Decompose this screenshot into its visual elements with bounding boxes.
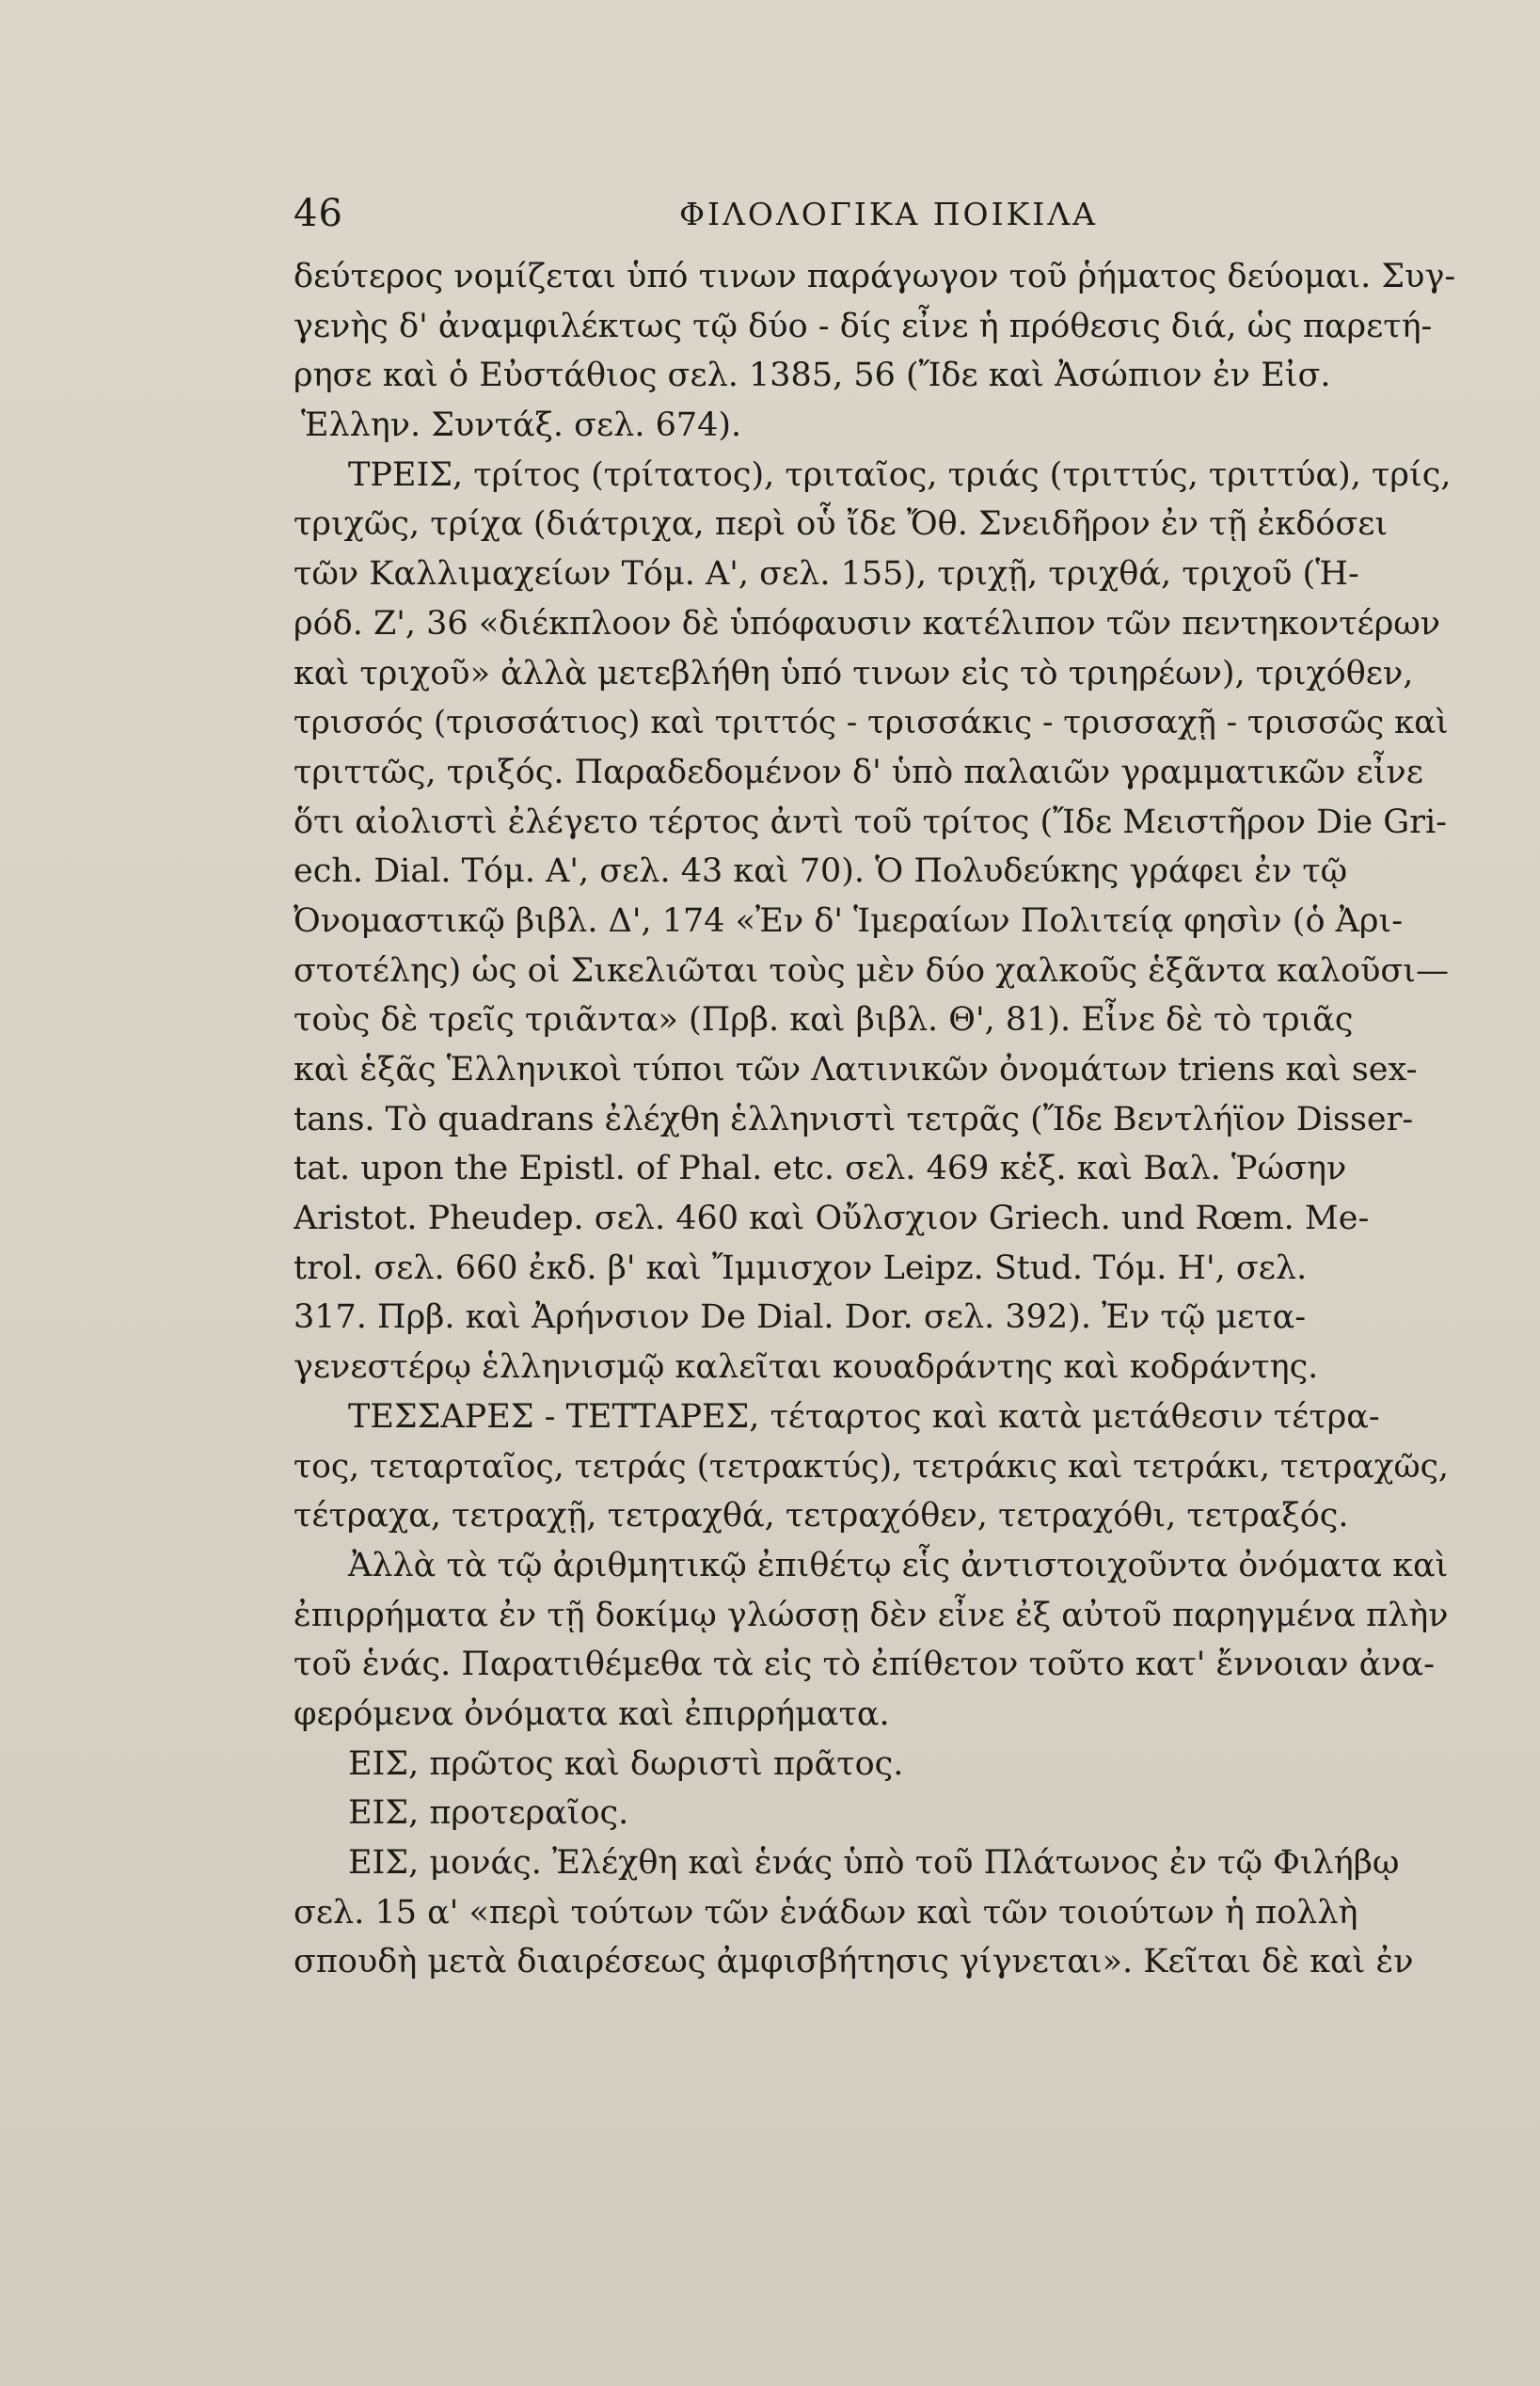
text-line: ὅτι αἰολιστὶ ἐλέγετο τέρτος ἀντὶ τοῦ τρίτος (Ἴδε Μειστῆρον Die Gri- (294, 803, 1447, 841)
text-line: καὶ τριχοῦ» ἀλλὰ μετεβλήθη ὑπό τινων εἰς τὸ τριηρέων), τριχόθεν, (294, 654, 1414, 692)
text-line: tat. upon the Epistl. of Phal. etc. σελ. 469 κἑξ. καὶ Βαλ. Ῥώσην (294, 1150, 1347, 1188)
text-line: ΕΙΣ, μονάς. Ἐλέχθη καὶ ἑνάς ὑπὸ τοῦ Πλάτωνος ἐν τῷ Φιλήβῳ (348, 1844, 1400, 1882)
text-line: γενεστέρῳ ἑλληνισμῷ καλεῖται κουαδράντης καὶ κοδράντης. (294, 1348, 1319, 1387)
text-line: ech. Dial. Τόμ. Α', σελ. 43 καὶ 70). Ὁ Πολυδεύκης γράφει ἐν τῷ (294, 852, 1348, 891)
page-header (294, 192, 1455, 248)
text-line: τέτραχα, τετραχῇ, τετραχθά, τετραχόθεν, τετραχόθι, τετραξός. (294, 1497, 1349, 1535)
text-line: ἐπιρρήματα ἐν τῇ δοκίμῳ γλώσσῃ δὲν εἶνε ἐξ αὐτοῦ παρηγμένα πλὴν (294, 1596, 1449, 1634)
text-line: καὶ ἑξᾶς Ἑλληνικοὶ τύποι τῶν Λατινικῶν ὀνομάτων triens καὶ sex- (294, 1051, 1418, 1089)
text-line: Aristot. Pheudep. σελ. 460 καὶ Οὔλσχιον Griech. und Rœm. Me- (294, 1200, 1370, 1238)
text-line: τριττῶς, τριξός. Παραδεδομένον δ' ὑπὸ παλαιῶν γραμματικῶν εἶνε (294, 753, 1423, 791)
text-line: τρισσός (τρισσάτιος) καὶ τριττός - τρισσάκις - τρισσαχῇ - τρισσῶς καὶ (294, 704, 1449, 742)
running-title: ΦΙΛΟΛΟΓΙΚΑ ΠΟΙΚΙΛΑ (679, 196, 1098, 232)
text-line: ρόδ. Ζ', 36 «διέκπλοον δὲ ὑπόφαυσιν κατέλιπον τῶν πεντηκοντέρων (294, 604, 1441, 643)
text-line: τος, τεταρταῖος, τετράς (τετρακτύς), τετράκις καὶ τετράκι, τετραχῶς, (294, 1447, 1449, 1486)
text-line: τῶν Καλλιμαχείων Τόμ. Α', σελ. 155), τριχῇ, τριχθά, τριχοῦ (Ἡ- (294, 555, 1359, 594)
text-line: γενὴς δ' ἀναμφιλέκτως τῷ δύο - δίς εἶνε ἡ πρόθεσις διά, ὡς παρετή- (294, 307, 1433, 345)
page-number: 46 (294, 192, 343, 235)
text-line: Ὀνομαστικῷ βιβλ. Δ', 174 «Ἐν δ' Ἱμεραίων Πολιτείᾳ φησὶν (ὁ Ἀρι- (294, 901, 1404, 940)
text-line: Ἑλλην. Συντάξ. σελ. 674). (301, 406, 742, 445)
text-line: στοτέλης) ὡς οἱ Σικελιῶται τοὺς μὲν δύο χαλκοῦς ἑξᾶντα καλοῦσι— (294, 951, 1449, 990)
text-line: φερόμενα ὀνόματα καὶ ἐπιρρήματα. (294, 1694, 890, 1733)
text-line: ΕΙΣ, πρῶτος καὶ δωριστὶ πρᾶτος. (348, 1744, 904, 1783)
text-line: tans. Τὸ quadrans ἐλέχθη ἑλληνιστὶ τετρᾶς (Ἴδε Βεντλήϊον Disser- (294, 1100, 1414, 1138)
text-line: ΤΡΕΙΣ, τρίτος (τρίτατος), τριταῖος, τριάς (τριττύς, τριττύα), τρίς, (348, 455, 1452, 494)
text-line: ΕΙΣ, προτεραῖος. (348, 1794, 629, 1833)
text-line: Ἀλλὰ τὰ τῷ ἀριθμητικῷ ἐπιθέτῳ εἷς ἀντιστοιχοῦντα ὀνόματα καὶ (348, 1546, 1449, 1584)
text-line: 317. Πρβ. καὶ Ἀρήνσιον De Dial. Dor. σελ. 392). Ἐν τῷ μετα- (294, 1298, 1307, 1337)
text-line: ρησε καὶ ὁ Εὐστάθιος σελ. 1385, 56 (Ἴδε καὶ Ἀσώπιον ἐν Εἰσ. (294, 357, 1331, 395)
text-line: τοῦ ἑνάς. Παρατιθέμεθα τὰ εἰς τὸ ἐπίθετον τοῦτο κατ' ἔννοιαν ἀνα- (294, 1646, 1436, 1684)
text-line: trol. σελ. 660 ἐκδ. β' καὶ Ἴμμισχον Leipz. Stud. Τόμ. Η', σελ. (294, 1249, 1308, 1287)
text-line: σελ. 15 α' «περὶ τούτων τῶν ἑνάδων καὶ τῶν τοιούτων ἡ πολλὴ (294, 1893, 1358, 1932)
text-line: ΤΕΣΣΑΡΕΣ - ΤΕΤΤΑΡΕΣ, τέταρτος καὶ κατὰ μετάθεσιν τέτρα- (348, 1397, 1380, 1436)
text-line: σπουδὴ μετὰ διαιρέσεως ἀμφισβήτησις γίγνεται». Κεῖται δὲ καὶ ἐν (294, 1943, 1414, 1981)
text-line: δεύτερος νομίζεται ὑπό τινων παράγωγον τοῦ ῥήματος δεύομαι. Συγ- (294, 258, 1455, 295)
body-text (294, 252, 1455, 1987)
text-line: τριχῶς, τρίχα (διάτριχα, περὶ οὗ ἴδε Ὄθ. Σνειδῆρον ἐν τῇ ἐκδόσει (294, 505, 1389, 544)
text-line: τοὺς δὲ τρεῖς τριᾶντα» (Πρβ. καὶ βιβλ. Θ', 81). Εἶνε δὲ τὸ τριᾶς (294, 1001, 1354, 1040)
